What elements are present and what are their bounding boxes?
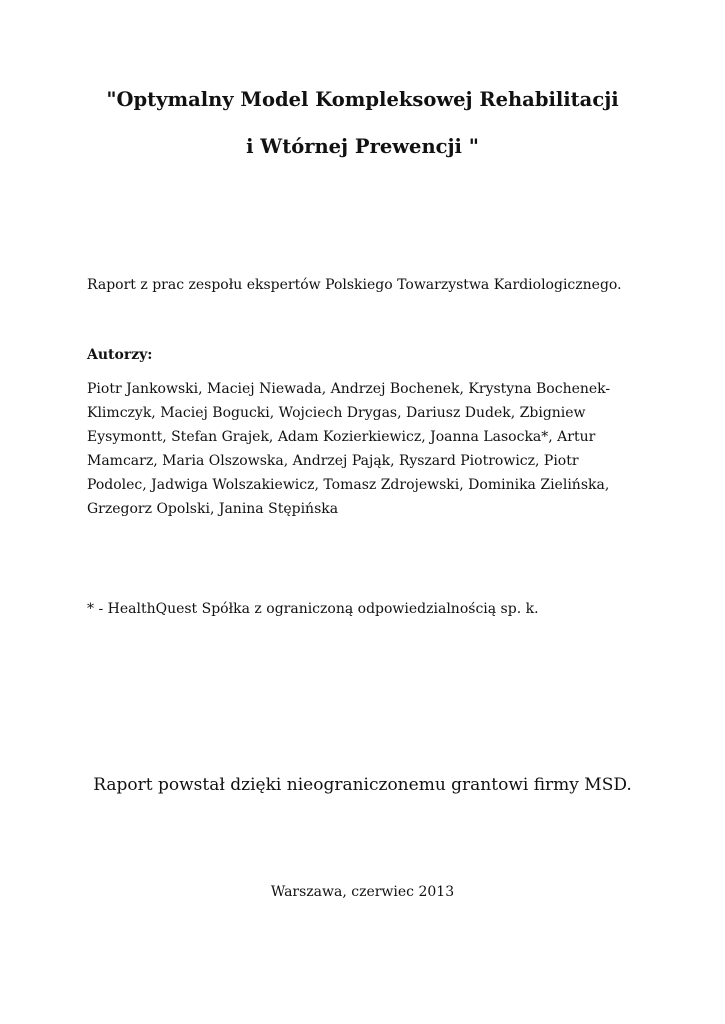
affiliation-footnote: * - HealthQuest Spółka z ograniczoną odpowiedzialnością sp. k. (87, 601, 539, 617)
report-intro: Raport z prac zespołu ekspertów Polskiego Towarzystwa Kardiologicznego. (87, 277, 622, 293)
document-title-line-1: "Optymalny Model Kompleksowej Rehabilitacji (106, 88, 619, 111)
authors-heading: Autorzy: (87, 347, 153, 363)
place-date: Warszawa, czerwiec 2013 (270, 884, 455, 900)
grant-note: Raport powstał dzięki nieograniczonemu grantowi firmy MSD. (93, 775, 632, 795)
authors-list: Piotr Jankowski, Maciej Niewada, Andrzej Bochenek, Krystyna Bochenek-Klimczyk, Maciej Bogucki, Wojciech Drygas, Dariusz Dudek, Zbigniew Eysymontt, Stefan Grajek, Adam Kozierkiewicz, Joanna Lasocka*, Artur Mamcarz, Maria Olszowska, Andrzej Pająk, Ryszard Piotrowicz, Piotr Podolec, Jadwiga Wolszakiewicz, Tomasz Zdrojewski, Dominika Zielińska, Grzegorz Opolski, Janina Stępińska (87, 381, 611, 517)
document-title-line-2: i Wtórnej Prewencji " (246, 135, 479, 158)
